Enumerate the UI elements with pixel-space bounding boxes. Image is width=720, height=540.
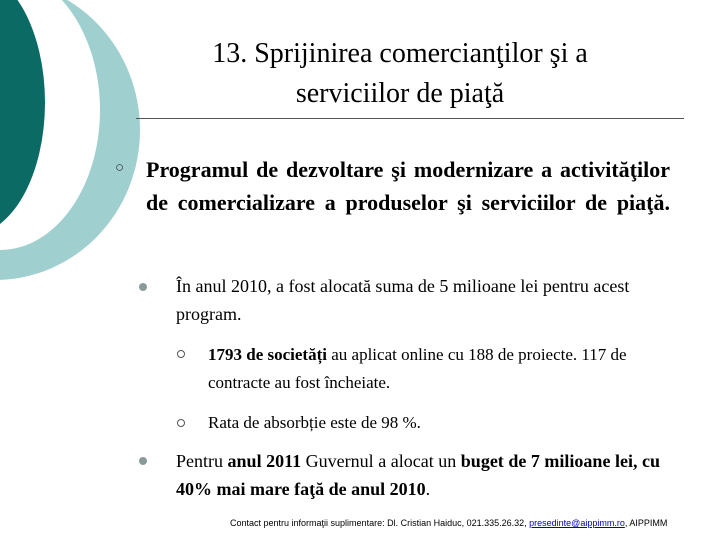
ring-bullet-icon: ○ — [115, 160, 125, 176]
small-ring-bullet-icon — [177, 419, 185, 427]
footer-contact — [230, 518, 710, 528]
bullet-2010-text-b: , a fost alocată suma de 5 milioane lei pentru acest program. — [176, 276, 630, 324]
companies-text: au aplicat online cu 188 de proiecte. 117 de contracte au fost încheiate. — [208, 345, 627, 392]
dot-bullet-icon — [139, 283, 147, 291]
title-divider — [136, 118, 684, 119]
footer-email-link[interactable]: presedinte@aippimm.ro — [529, 518, 625, 528]
small-ring-bullet-icon — [177, 350, 185, 358]
title-line-2: serviciilor de piaţă — [295, 78, 505, 109]
bullet-2010 — [176, 272, 681, 328]
bullet-absorption: Rata de absorbție este de 98 %. — [208, 413, 421, 432]
bullet-2011-text-c: . — [425, 479, 431, 499]
bullet-main: Programul de dezvoltare şi modernizare a activităţilor de comercializare a produselor şi serviciilor de piaţă. — [146, 157, 670, 215]
bullet-2011-text-b: Guvernul a alocat un — [301, 451, 461, 471]
bullet-2011 — [176, 447, 660, 503]
bullet-2010-year: 2010 — [230, 276, 267, 296]
slide-title — [140, 34, 660, 114]
bullet-companies — [208, 341, 686, 397]
bullet-2011-budget: buget de 7 milioane lei, cu 40% mai mare faţă de anul 2010 — [176, 451, 661, 499]
bullet-2010-text-a: În anul — [176, 276, 231, 296]
title-line-1: 13. Sprijinirea comercianţilor şi a — [212, 38, 588, 69]
footer-suffix: , AIPPIMM — [624, 518, 668, 528]
companies-count: 1793 de societăți — [208, 345, 327, 364]
dot-bullet-icon — [139, 457, 147, 465]
bullet-2011-text-a: Pentru — [176, 451, 228, 471]
bullet-2011-year: anul 2011 — [227, 451, 302, 471]
footer-text: Contact pentru informaţii suplimentare: Dl. Cristian Haiduc, 021.335.26.32, — [230, 518, 530, 528]
